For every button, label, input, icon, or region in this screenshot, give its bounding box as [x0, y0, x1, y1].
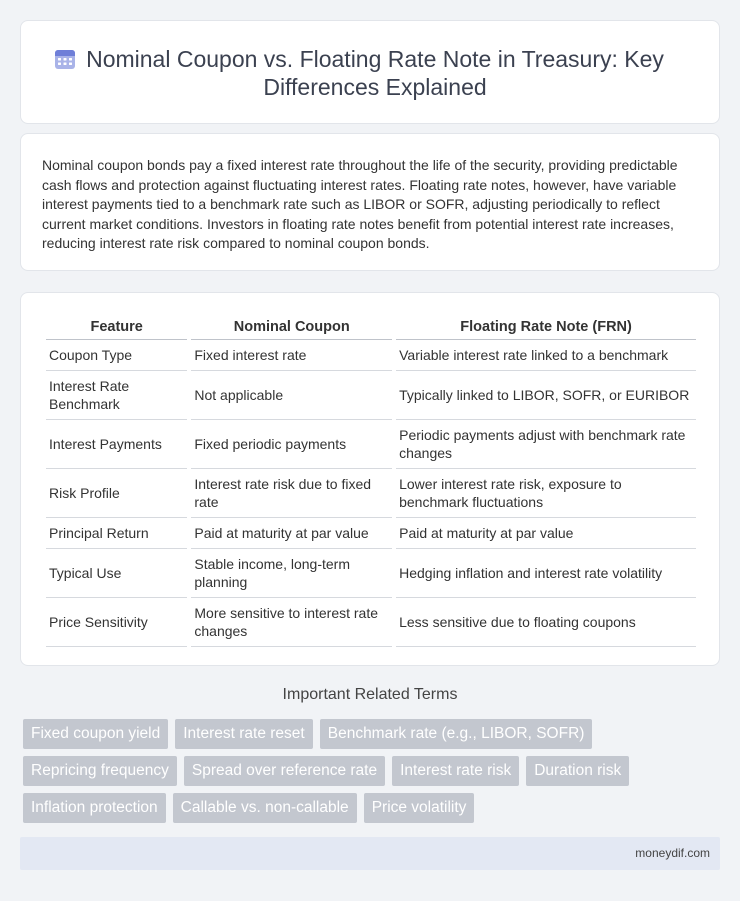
page-title: Nominal Coupon vs. Floating Rate Note in Treasury: Key Differences Explained	[86, 46, 664, 100]
tag-row	[23, 756, 723, 786]
table-cell: Interest Payments	[46, 420, 187, 469]
tag-interest-rate-risk[interactable]: Interest rate risk	[392, 756, 519, 786]
title-card	[20, 20, 720, 124]
tag-price-volatility[interactable]: Price volatility	[364, 793, 475, 823]
table-row	[46, 420, 696, 469]
table-cell: Less sensitive due to floating coupons	[396, 598, 696, 647]
table-cell: Not applicable	[191, 371, 392, 420]
tag-row	[23, 793, 723, 823]
tag-interest-rate-reset[interactable]: Interest rate reset	[175, 719, 312, 749]
table-cell: Interest Rate Benchmark	[46, 371, 187, 420]
table-cell: Paid at maturity at par value	[396, 518, 696, 549]
table-cell: Paid at maturity at par value	[191, 518, 392, 549]
tag-fixed-coupon-yield[interactable]: Fixed coupon yield	[23, 719, 168, 749]
tag-row	[23, 719, 723, 749]
table-cell: Fixed interest rate	[191, 340, 392, 371]
tag-duration-risk[interactable]: Duration risk	[526, 756, 629, 786]
table-cell: Variable interest rate linked to a benchmark	[396, 340, 696, 371]
tag-spread-over-reference-rate[interactable]: Spread over reference rate	[184, 756, 385, 786]
tag-inflation-protection[interactable]: Inflation protection	[23, 793, 166, 823]
table-row	[46, 598, 696, 647]
header-frn: Floating Rate Note (FRN)	[396, 314, 696, 340]
table-cell: Lower interest rate risk, exposure to benchmark fluctuations	[396, 469, 696, 518]
table-row	[46, 340, 696, 371]
table-cell: More sensitive to interest rate changes	[191, 598, 392, 647]
table-row	[46, 469, 696, 518]
header-feature: Feature	[46, 314, 187, 340]
table-row	[46, 518, 696, 549]
table-cell: Hedging inflation and interest rate volatility	[396, 549, 696, 598]
tag-callable-vs-non-callable[interactable]: Callable vs. non-callable	[173, 793, 357, 823]
table-cell: Typically linked to LIBOR, SOFR, or EURIBOR	[396, 371, 696, 420]
table-cell: Typical Use	[46, 549, 187, 598]
table-row	[46, 549, 696, 598]
table-cell: Periodic payments adjust with benchmark rate changes	[396, 420, 696, 469]
comparison-table	[42, 314, 700, 647]
table-row	[46, 371, 696, 420]
table-cell: Coupon Type	[46, 340, 187, 371]
table-cell: Interest rate risk due to fixed rate	[191, 469, 392, 518]
header-nominal-coupon: Nominal Coupon	[191, 314, 392, 340]
table-header-row	[46, 314, 696, 340]
intro-card	[20, 133, 720, 271]
related-terms-list	[23, 719, 723, 830]
tag-benchmark-rate[interactable]: Benchmark rate (e.g., LIBOR, SOFR)	[320, 719, 593, 749]
comparison-table-card	[20, 292, 720, 666]
intro-paragraph: Nominal coupon bonds pay a fixed interest rate throughout the life of the security, providing predictable cash flows and protection against fluctuating interest rates. Floating rate notes, however, have variable interest payments tied to a benchmark rate such as LIBOR or SOFR, adjusting periodically to reflect current market conditions. Investors in floating rate notes benefit from potential interest rate increases, reducing interest rate risk compared to nominal coupon bonds.	[42, 157, 678, 251]
table-cell: Risk Profile	[46, 469, 187, 518]
table-cell: Fixed periodic payments	[191, 420, 392, 469]
footer	[20, 837, 720, 870]
tag-repricing-frequency[interactable]: Repricing frequency	[23, 756, 177, 786]
table-cell: Principal Return	[46, 518, 187, 549]
footer-site-link[interactable]: moneydif.com	[635, 846, 710, 860]
table-cell: Price Sensitivity	[46, 598, 187, 647]
related-terms-title: Important Related Terms	[282, 686, 458, 703]
table-cell: Stable income, long-term planning	[191, 549, 392, 598]
